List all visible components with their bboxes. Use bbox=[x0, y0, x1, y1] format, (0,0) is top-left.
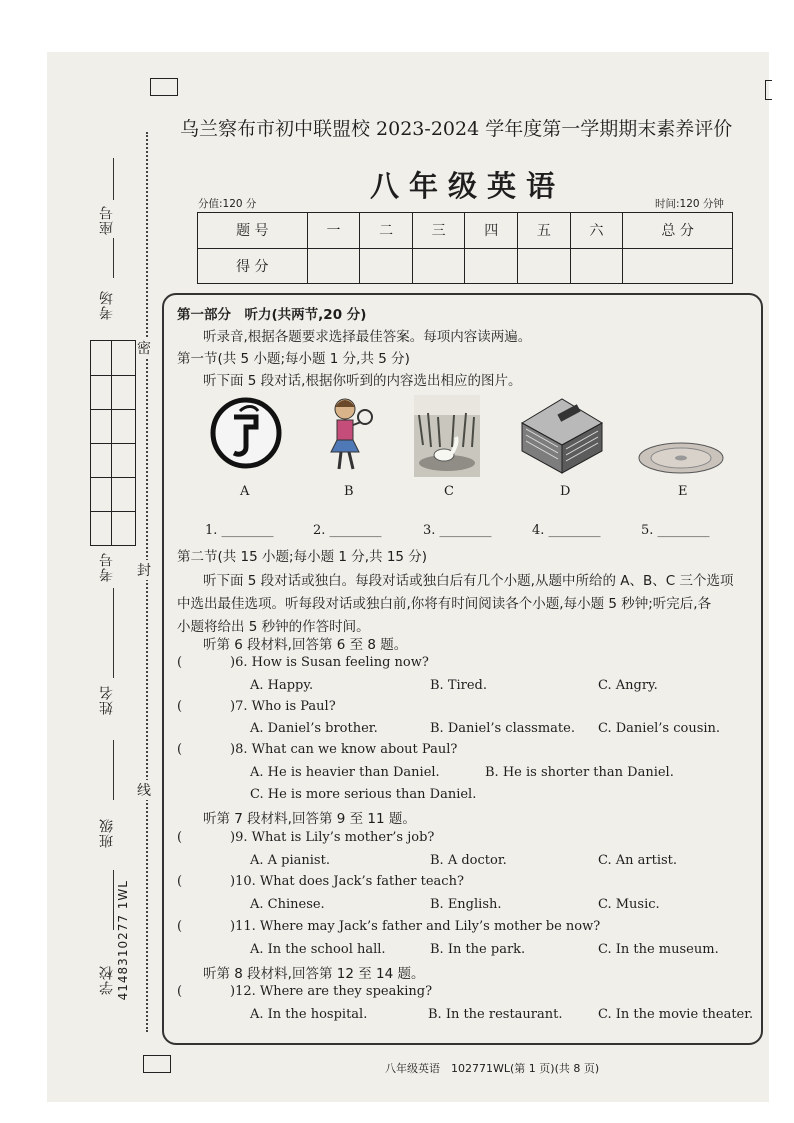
answer-paren[interactable]: ( bbox=[177, 984, 183, 999]
answer-paren[interactable]: ( bbox=[177, 699, 183, 714]
answer-paren[interactable]: ( bbox=[177, 830, 183, 845]
question-11-option-b[interactable]: B. In the park. bbox=[430, 942, 526, 957]
score-header: 二 bbox=[360, 213, 413, 249]
question-10-option-a[interactable]: A. Chinese. bbox=[250, 897, 325, 912]
exam-no-label: 考号 bbox=[99, 552, 115, 582]
dental-logo-icon bbox=[210, 395, 282, 473]
seal-line bbox=[146, 132, 148, 1032]
name-label: 姓名 bbox=[99, 685, 115, 715]
section2-instruction-line3: 小题将给出 5 秒钟的作答时间。 bbox=[177, 619, 370, 635]
question-12-option-b[interactable]: B. In the restaurant. bbox=[428, 1007, 563, 1022]
score-cell[interactable] bbox=[465, 248, 518, 284]
seat-label: 座号 bbox=[99, 205, 115, 235]
answer-paren[interactable]: ( bbox=[177, 919, 183, 934]
score-header: 一 bbox=[307, 213, 360, 249]
answer-blank-4[interactable]: 4. ________ bbox=[532, 523, 601, 538]
question-8-stem: )8. What can we know about Paul? bbox=[230, 742, 458, 757]
seal-char-2: 封 bbox=[137, 560, 151, 580]
exam-room-label: 考场 bbox=[99, 290, 115, 320]
school-label: 学校 bbox=[99, 965, 115, 995]
answer-paren[interactable]: ( bbox=[177, 655, 183, 670]
question-8-option-b[interactable]: B. He is shorter than Daniel. bbox=[485, 765, 674, 780]
seat-line-2 bbox=[113, 238, 114, 278]
question-8-option-c[interactable]: C. He is more serious than Daniel. bbox=[250, 787, 477, 802]
question-10-option-c[interactable]: C. Music. bbox=[598, 897, 660, 912]
class-line bbox=[113, 870, 114, 930]
exam-code: 4148310277 1WL bbox=[116, 880, 130, 1001]
score-value: 分值:120 分 bbox=[198, 198, 257, 210]
corner-mark bbox=[150, 78, 178, 96]
part1-heading: 第一部分 听力(共两节,20 分) bbox=[177, 307, 367, 323]
page-footer: 八年级英语 102771WL(第 1 页)(共 8 页) bbox=[385, 1062, 600, 1075]
score-cell[interactable] bbox=[360, 248, 413, 284]
question-11-option-c[interactable]: C. In the museum. bbox=[598, 942, 719, 957]
question-9-stem: )9. What is Lily’s mother’s job? bbox=[230, 830, 435, 845]
seal-char-1: 密 bbox=[137, 338, 151, 358]
question-8-option-a[interactable]: A. He is heavier than Daniel. bbox=[250, 765, 440, 780]
answer-paren[interactable]: ( bbox=[177, 742, 183, 757]
goose-pond-icon bbox=[414, 395, 480, 477]
score-cell[interactable] bbox=[518, 248, 571, 284]
answer-blank-1[interactable]: 1. ________ bbox=[205, 523, 274, 538]
question-7-option-a[interactable]: A. Daniel’s brother. bbox=[250, 721, 378, 736]
question-9-option-a[interactable]: A. A pianist. bbox=[250, 853, 330, 868]
picture-label-d: D bbox=[560, 484, 571, 499]
tv-station-building-icon bbox=[518, 393, 604, 475]
exam-time: 时间:120 分钟 bbox=[655, 198, 724, 210]
exam-no-line bbox=[113, 588, 114, 678]
question-9-option-b[interactable]: B. A doctor. bbox=[430, 853, 507, 868]
question-11-option-a[interactable]: A. In the school hall. bbox=[250, 942, 386, 957]
score-header: 六 bbox=[570, 213, 623, 249]
question-12-option-a[interactable]: A. In the hospital. bbox=[250, 1007, 368, 1022]
part1-instruction: 听录音,根据各题要求选择最佳答案。每项内容读两遍。 bbox=[203, 329, 532, 345]
answer-blank-3[interactable]: 3. ________ bbox=[423, 523, 492, 538]
question-12-option-c[interactable]: C. In the movie theater. bbox=[598, 1007, 754, 1022]
score-cell[interactable] bbox=[412, 248, 465, 284]
section1-instruction: 听下面 5 段对话,根据你听到的内容选出相应的图片。 bbox=[203, 373, 522, 389]
score-header: 三 bbox=[412, 213, 465, 249]
question-6-stem: )6. How is Susan feeling now? bbox=[230, 655, 429, 670]
question-11-stem: )11. Where may Jack’s father and Lily’s mother be now? bbox=[230, 919, 601, 934]
subject-title: 八年级英语 bbox=[370, 169, 566, 203]
picture-label-e: E bbox=[678, 484, 688, 499]
section1-heading: 第一节(共 5 小题;每小题 1 分,共 5 分) bbox=[177, 351, 410, 367]
question-9-option-c[interactable]: C. An artist. bbox=[598, 853, 678, 868]
exam-number-grid bbox=[90, 340, 136, 546]
answer-blank-5[interactable]: 5. ________ bbox=[641, 523, 710, 538]
name-line bbox=[113, 740, 114, 800]
question-6-option-c[interactable]: C. Angry. bbox=[598, 678, 658, 693]
score-cell[interactable] bbox=[570, 248, 623, 284]
question-6-option-a[interactable]: A. Happy. bbox=[250, 678, 314, 693]
seat-line bbox=[113, 158, 114, 200]
picture-label-c: C bbox=[444, 484, 454, 499]
disc-icon bbox=[637, 440, 725, 476]
score-header: 题 号 bbox=[198, 213, 308, 249]
corner-mark-bottom bbox=[143, 1055, 171, 1073]
dialog6-intro: 听第 6 段材料,回答第 6 至 8 题。 bbox=[203, 637, 408, 653]
question-10-option-b[interactable]: B. English. bbox=[430, 897, 502, 912]
score-header: 总 分 bbox=[623, 213, 733, 249]
question-6-option-b[interactable]: B. Tired. bbox=[430, 678, 488, 693]
score-cell[interactable] bbox=[623, 248, 733, 284]
class-label: 班级 bbox=[99, 818, 115, 848]
question-7-option-c[interactable]: C. Daniel’s cousin. bbox=[598, 721, 721, 736]
section2-instruction-line1: 听下面 5 段对话或独白。每段对话或独白后有几个小题,从题中所给的 A、B、C 三个选项 bbox=[203, 573, 734, 589]
score-header: 五 bbox=[518, 213, 571, 249]
answer-paren[interactable]: ( bbox=[177, 874, 183, 889]
question-7-stem: )7. Who is Paul? bbox=[230, 699, 336, 714]
score-row-label: 得 分 bbox=[198, 248, 308, 284]
picture-label-b: B bbox=[344, 484, 354, 499]
question-10-stem: )10. What does Jack’s father teach? bbox=[230, 874, 464, 889]
score-header: 四 bbox=[465, 213, 518, 249]
picture-label-a: A bbox=[240, 484, 250, 499]
score-cell[interactable] bbox=[307, 248, 360, 284]
question-12-stem: )12. Where are they speaking? bbox=[230, 984, 433, 999]
section2-instruction-line2: 中选出最佳选项。听每段对话或独白前,你将有时间阅读各个小题,每小题 5 秒钟;听完后,各 bbox=[177, 596, 712, 612]
score-table bbox=[197, 212, 733, 284]
dialog7-intro: 听第 7 段材料,回答第 9 至 11 题。 bbox=[203, 811, 416, 827]
answer-blank-2[interactable]: 2. ________ bbox=[313, 523, 382, 538]
exam-title: 乌兰察布市初中联盟校 2023-2024 学年度第一学期期末素养评价 bbox=[180, 118, 733, 140]
corner-mark-right bbox=[765, 80, 772, 100]
question-7-option-b[interactable]: B. Daniel’s classmate. bbox=[430, 721, 575, 736]
seal-char-3: 线 bbox=[137, 780, 151, 800]
section2-heading: 第二节(共 15 小题;每小题 1 分,共 15 分) bbox=[177, 549, 428, 565]
girl-tennis-icon bbox=[315, 395, 375, 475]
dialog8-intro: 听第 8 段材料,回答第 12 至 14 题。 bbox=[203, 966, 425, 982]
